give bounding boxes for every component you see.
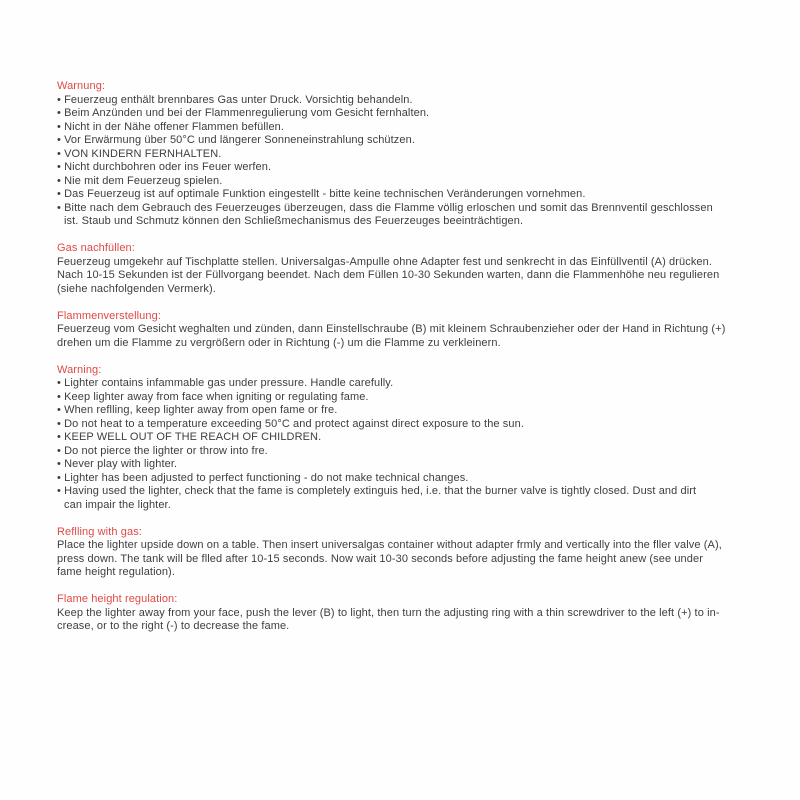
section-reflling-with-gas bbox=[57, 526, 762, 580]
text-line: Nach 10-15 Sekunden ist der Füllvorgang beendet. Nach dem Füllen 10-30 Sekunden warten, dann die Flammenhöhe neu regulieren bbox=[57, 269, 720, 281]
text-line: • VON KINDERN FERNHALTEN. bbox=[57, 147, 222, 160]
text-line: • Lighter contains infammable gas under pressure. Handle carefully. bbox=[57, 377, 394, 389]
text-line: • Vor Erwärmung über 50°C und längerer Sonneneinstrahlung schützen. bbox=[57, 134, 415, 146]
text-line: • Never play with lighter. bbox=[57, 458, 178, 470]
text-line: • Keep lighter away from face when igniting or regulating fame. bbox=[57, 390, 369, 403]
text-line: drehen um die Flamme zu vergrößern oder in Richtung (-) um die Flamme zu verkleinern. bbox=[57, 336, 501, 349]
instruction-sheet bbox=[57, 80, 762, 634]
section-heading-reflling-with-gas: Reflling with gas: bbox=[57, 525, 142, 538]
text-line: • Having used the lighter, check that the fame is completely extinguis hed, i.e. that the burner valve is tightly closed. Dust and dirt bbox=[57, 485, 697, 497]
section-flammenverstellung bbox=[57, 310, 762, 351]
text-line: Place the lighter upside down on a table. Then insert universalgas container without adapter frmly and vertically into the fller valve (A), bbox=[57, 539, 722, 551]
section-warning bbox=[57, 364, 762, 513]
section-warnung bbox=[57, 80, 762, 229]
text-line: • Das Feuerzeug ist auf optimale Funktion eingestellt - bitte keine technischen Veränderungen vornehmen. bbox=[57, 188, 586, 200]
text-line: • Beim Anzünden und bei der Flammenregulierung vom Gesicht fernhalten. bbox=[57, 107, 430, 119]
text-line: crease, or to the right (-) to decrease the fame. bbox=[57, 620, 290, 632]
text-line: • Do not pierce the lighter or throw into fre. bbox=[57, 444, 268, 457]
text-line: ist. Staub und Schmutz können den Schließmechanismus des Feuerzeuges beeinträchtigen. bbox=[64, 215, 524, 227]
text-line: • Feuerzeug enthält brennbares Gas unter Druck. Vorsichtig behandeln. bbox=[57, 93, 413, 106]
section-heading-flame-height-regulation: Flame height regulation: bbox=[57, 593, 178, 605]
text-line: • Bitte nach dem Gebrauch des Feuerzeuges überzeugen, dass die Flamme völlig erloschen und somit das Brennventil geschlossen bbox=[57, 201, 713, 214]
text-line: (siehe nachfolgenden Vermerk). bbox=[57, 282, 216, 295]
text-line: press down. The tank will be flled after 10-15 seconds. Now wait 10-30 seconds before adjusting the fame height anew (see under bbox=[57, 552, 703, 565]
text-line: • Lighter has been adjusted to perfect functioning - do not make technical changes. bbox=[57, 471, 469, 484]
section-heading-gas-nachfuellen: Gas nachfüllen: bbox=[57, 242, 135, 254]
text-line: • Nicht in der Nähe offener Flammen befüllen. bbox=[57, 120, 285, 133]
section-gas-nachfuellen bbox=[57, 242, 762, 296]
text-line: can impair the lighter. bbox=[64, 498, 171, 511]
section-heading-flammenverstellung: Flammenverstellung: bbox=[57, 309, 161, 322]
text-line: Feuerzeug vom Gesicht weghalten und zünden, dann Einstellschraube (B) mit kleinem Schraubenzieher oder der Hand in Richtung (+) bbox=[57, 323, 726, 335]
text-line: • KEEP WELL OUT OF THE REACH OF CHILDREN. bbox=[57, 431, 322, 443]
text-line: Feuerzeug umgekehr auf Tischplatte stellen. Universalgas-Ampulle ohne Adapter fest und senkrecht in das Einfüllventil (A) drücken. bbox=[57, 255, 713, 268]
text-line: • Do not heat to a temperature exceeding 50°C and protect against direct exposure to the sun. bbox=[57, 417, 524, 430]
text-line: Keep the lighter away from your face, push the lever (B) to light, then turn the adjusting ring with a thin screwdriver to the left (+) to in- bbox=[57, 606, 720, 619]
text-line: • When reflling, keep lighter away from open fame or fre. bbox=[57, 404, 338, 416]
text-line: fame height regulation). bbox=[57, 566, 175, 578]
text-line: • Nie mit dem Feuerzeug spielen. bbox=[57, 174, 223, 187]
text-line: • Nicht durchbohren oder ins Feuer werfen. bbox=[57, 161, 272, 173]
section-heading-warning: Warning: bbox=[57, 363, 102, 376]
section-flame-height-regulation bbox=[57, 593, 762, 634]
section-heading-warnung: Warnung: bbox=[57, 80, 106, 92]
